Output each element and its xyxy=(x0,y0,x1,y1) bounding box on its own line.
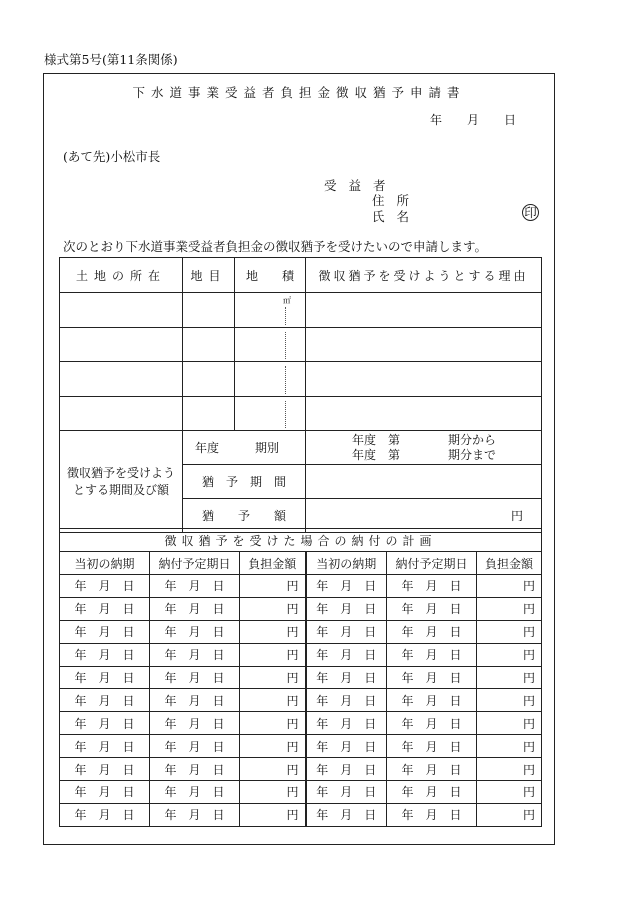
amount-cell[interactable]: 円 xyxy=(240,803,306,826)
fiscal-period-field[interactable] xyxy=(306,431,542,465)
table-row xyxy=(60,758,542,781)
reason-cell[interactable] xyxy=(306,396,542,431)
plan-header-5: 負担金額 xyxy=(477,552,542,575)
original-due-date-cell[interactable]: 年 月 日 xyxy=(306,735,387,758)
category-cell[interactable] xyxy=(183,396,235,431)
original-due-date-cell[interactable]: 年 月 日 xyxy=(306,666,387,689)
table-row xyxy=(60,803,542,826)
table-row xyxy=(60,689,542,712)
original-due-date-cell[interactable]: 年 月 日 xyxy=(306,781,387,804)
table-row xyxy=(60,735,542,758)
original-due-date-cell[interactable]: 年 月 日 xyxy=(306,597,387,620)
date-day: 日 xyxy=(504,113,517,127)
amount-cell[interactable]: 円 xyxy=(477,666,542,689)
original-due-date-cell[interactable]: 年 月 日 xyxy=(60,758,150,781)
original-due-date-cell[interactable]: 年 月 日 xyxy=(60,620,150,643)
category-cell[interactable] xyxy=(183,293,235,328)
original-due-date-cell[interactable]: 年 月 日 xyxy=(60,781,150,804)
original-due-date-cell[interactable]: 年 月 日 xyxy=(306,758,387,781)
period-from: 年度 第 期分から xyxy=(352,432,497,447)
amount-cell[interactable]: 円 xyxy=(477,597,542,620)
scheduled-date-cell[interactable]: 年 月 日 xyxy=(150,735,240,758)
form-title: 下水道事業受益者負担金徴収猶予申請書 xyxy=(132,85,466,100)
scheduled-date-cell[interactable]: 年 月 日 xyxy=(150,689,240,712)
original-due-date-cell[interactable]: 年 月 日 xyxy=(60,689,150,712)
original-due-date-cell[interactable]: 年 月 日 xyxy=(60,597,150,620)
category-cell[interactable] xyxy=(183,327,235,362)
location-cell[interactable] xyxy=(60,327,183,362)
plan-title: 徴収猶予を受けた場合の納付の計画 xyxy=(60,529,542,552)
amount-cell[interactable]: 円 xyxy=(477,620,542,643)
intro-text: 次のとおり下水道事業受益者負担金の徴収猶予を受けたいので申請します。 xyxy=(63,239,488,254)
seal-icon: 印 xyxy=(522,204,539,221)
amount-cell[interactable]: 円 xyxy=(477,758,542,781)
yen-unit: 円 xyxy=(510,509,523,523)
amount-cell[interactable]: 円 xyxy=(477,689,542,712)
scheduled-date-cell[interactable]: 年 月 日 xyxy=(387,597,477,620)
scheduled-date-cell[interactable]: 年 月 日 xyxy=(387,575,477,598)
original-due-date-cell[interactable]: 年 月 日 xyxy=(306,643,387,666)
plan-header-2: 負担金額 xyxy=(240,552,306,575)
area-cell[interactable] xyxy=(235,293,306,328)
header-area: 地 積 xyxy=(235,258,306,293)
amount-cell[interactable]: 円 xyxy=(477,643,542,666)
scheduled-date-cell[interactable]: 年 月 日 xyxy=(150,620,240,643)
reason-cell[interactable] xyxy=(306,362,542,397)
land-table xyxy=(59,257,542,533)
scheduled-date-cell[interactable]: 年 月 日 xyxy=(387,666,477,689)
scheduled-date-cell[interactable]: 年 月 日 xyxy=(387,689,477,712)
original-due-date-cell[interactable]: 年 月 日 xyxy=(60,803,150,826)
plan-header-4: 納付予定期日 xyxy=(387,552,477,575)
period-label xyxy=(60,431,183,533)
deferral-period-label: 猶 予 期 間 xyxy=(183,465,306,499)
table-row xyxy=(60,643,542,666)
scheduled-date-cell[interactable]: 年 月 日 xyxy=(387,781,477,804)
original-due-date-cell[interactable]: 年 月 日 xyxy=(60,666,150,689)
amount-cell[interactable]: 円 xyxy=(240,666,306,689)
area-cell[interactable] xyxy=(235,396,306,431)
area-unit: ㎡ xyxy=(283,296,291,305)
deferral-amount-label: 猶 予 額 xyxy=(183,499,306,533)
amount-cell[interactable]: 円 xyxy=(240,643,306,666)
period-to: 年度 第 期分まで xyxy=(352,447,497,462)
original-due-date-cell[interactable]: 年 月 日 xyxy=(306,689,387,712)
applicant-label: 受 益 者 xyxy=(324,178,390,193)
scheduled-date-cell[interactable]: 年 月 日 xyxy=(150,781,240,804)
form-number-label: 様式第5号(第11条関係) xyxy=(44,52,178,67)
scheduled-date-cell[interactable]: 年 月 日 xyxy=(387,803,477,826)
period-label-line2: とする期間及び額 xyxy=(72,482,169,497)
header-reason: 徴収猶予を受けようとする理由 xyxy=(306,258,542,293)
table-row xyxy=(60,597,542,620)
scheduled-date-cell[interactable]: 年 月 日 xyxy=(150,597,240,620)
date-month: 月 xyxy=(467,113,480,127)
payment-plan-table xyxy=(59,528,542,827)
plan-header-0: 当初の納期 xyxy=(60,552,150,575)
applicant-address-label[interactable]: 住 所 xyxy=(372,193,413,208)
original-due-date-cell[interactable]: 年 月 日 xyxy=(60,712,150,735)
amount-cell[interactable]: 円 xyxy=(240,620,306,643)
table-row xyxy=(60,666,542,689)
addressee: (あて先)小松市長 xyxy=(63,149,161,164)
scheduled-date-cell[interactable]: 年 月 日 xyxy=(150,758,240,781)
scheduled-date-cell[interactable]: 年 月 日 xyxy=(150,666,240,689)
category-cell[interactable] xyxy=(183,362,235,397)
location-cell[interactable] xyxy=(60,293,183,328)
table-row xyxy=(60,620,542,643)
original-due-date-cell[interactable]: 年 月 日 xyxy=(60,735,150,758)
plan-header-3: 当初の納期 xyxy=(306,552,387,575)
applicant-name-label[interactable]: 氏 名 xyxy=(372,209,413,224)
amount-cell[interactable]: 円 xyxy=(477,803,542,826)
scheduled-date-cell[interactable]: 年 月 日 xyxy=(150,712,240,735)
reason-cell[interactable] xyxy=(306,293,542,328)
scheduled-date-cell[interactable]: 年 月 日 xyxy=(387,735,477,758)
amount-cell[interactable]: 円 xyxy=(477,712,542,735)
scheduled-date-cell[interactable]: 年 月 日 xyxy=(387,643,477,666)
amount-cell[interactable]: 円 xyxy=(240,758,306,781)
area-cell[interactable] xyxy=(235,362,306,397)
amount-cell[interactable]: 円 xyxy=(240,712,306,735)
period-label-line1: 徴収猶予を受けよう xyxy=(66,465,175,480)
amount-cell[interactable]: 円 xyxy=(477,735,542,758)
amount-cell[interactable]: 円 xyxy=(240,781,306,804)
amount-cell[interactable]: 円 xyxy=(240,575,306,598)
location-cell[interactable] xyxy=(60,362,183,397)
original-due-date-cell[interactable]: 年 月 日 xyxy=(60,643,150,666)
reason-cell[interactable] xyxy=(306,327,542,362)
table-row xyxy=(60,575,542,598)
scheduled-date-cell[interactable]: 年 月 日 xyxy=(150,803,240,826)
scheduled-date-cell[interactable]: 年 月 日 xyxy=(150,643,240,666)
table-row xyxy=(60,712,542,735)
scheduled-date-cell[interactable]: 年 月 日 xyxy=(387,758,477,781)
scheduled-date-cell[interactable]: 年 月 日 xyxy=(387,712,477,735)
date-year: 年 xyxy=(430,113,443,127)
plan-header-1: 納付予定期日 xyxy=(150,552,240,575)
original-due-date-cell[interactable]: 年 月 日 xyxy=(306,712,387,735)
header-location: 土地の所在 xyxy=(60,258,183,293)
amount-cell[interactable]: 円 xyxy=(477,575,542,598)
original-due-date-cell[interactable]: 年 月 日 xyxy=(306,575,387,598)
amount-cell[interactable]: 円 xyxy=(240,689,306,712)
header-category: 地目 xyxy=(183,258,235,293)
scheduled-date-cell[interactable]: 年 月 日 xyxy=(150,575,240,598)
table-row xyxy=(60,781,542,804)
original-due-date-cell[interactable]: 年 月 日 xyxy=(306,620,387,643)
scheduled-date-cell[interactable]: 年 月 日 xyxy=(387,620,477,643)
location-cell[interactable] xyxy=(60,396,183,431)
amount-cell[interactable]: 円 xyxy=(240,735,306,758)
amount-cell[interactable]: 円 xyxy=(477,781,542,804)
area-cell[interactable] xyxy=(235,327,306,362)
fiscal-period-label: 年度 期別 xyxy=(183,431,306,465)
original-due-date-cell[interactable]: 年 月 日 xyxy=(60,575,150,598)
original-due-date-cell[interactable]: 年 月 日 xyxy=(306,803,387,826)
form-frame xyxy=(43,73,555,845)
deferral-period-field[interactable] xyxy=(306,465,542,499)
amount-cell[interactable]: 円 xyxy=(240,597,306,620)
